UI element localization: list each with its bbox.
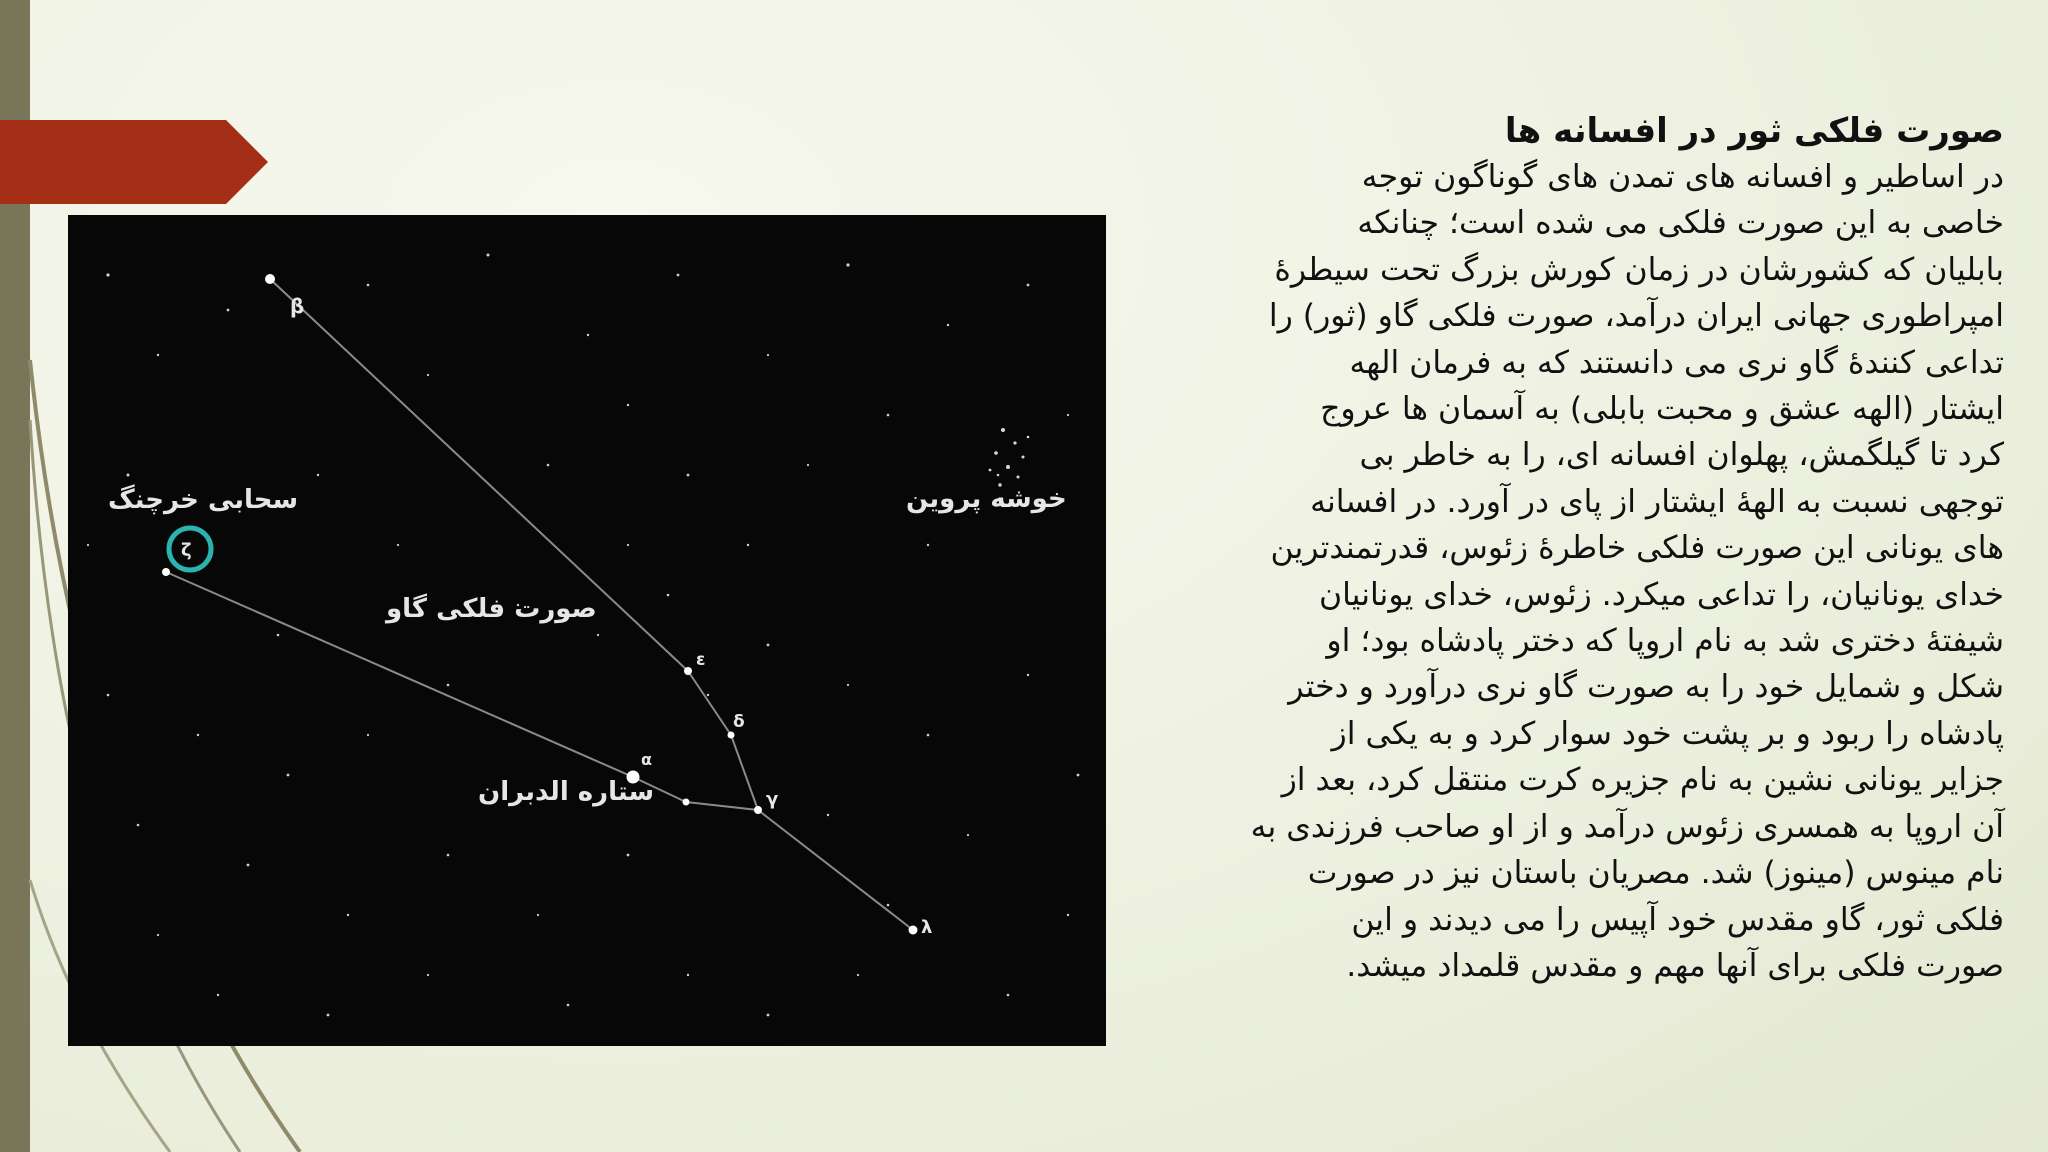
star-zeta xyxy=(162,568,170,576)
star-beta xyxy=(265,274,275,284)
background-stars xyxy=(87,254,1079,1017)
article-line: آن اروپا به همسری زئوس درآمد و از او صاحب فرزندی به xyxy=(1250,808,2004,845)
article-line: خدای یونانیان، را تداعی میکرد. زئوس، خدای یونانیان xyxy=(1318,576,2004,613)
article-line: فلکی ثور، گاو مقدس خود آپیس را می دیدند و این xyxy=(1351,901,2004,938)
article-line: ایشتار (الهه عشق و محبت بابلی) به آسمان ها عروج xyxy=(1320,391,2004,428)
title-accent-arrow xyxy=(0,120,268,204)
star-epsilon xyxy=(684,667,692,675)
article-line: های یونانی این صورت فلکی خاطرهٔ زئوس، قدرتمندترین xyxy=(1270,530,2004,567)
article-line: توجهی نسبت به الههٔ ایشتار از پای در آورد. در افسانه xyxy=(1310,483,2004,520)
star-map-canvas xyxy=(68,215,1106,1046)
article-line: در اساطیر و افسانه های تمدن های گوناگون توجه xyxy=(1361,159,2004,195)
article-line: شیفتهٔ دختری شد به نام اروپا که دختر پادشاه بود؛ او xyxy=(1326,623,2004,660)
greek-epsilon-label: ε xyxy=(696,650,706,670)
greek-alpha-label: α xyxy=(641,750,652,769)
article-line: صورت فلکی برای آنها مهم و مقدس قلمداد میشد. xyxy=(1346,947,2004,984)
article-line: جزایر یونانی نشین به نام جزیره کرت منتقل کرد، بعد از xyxy=(1281,762,2004,799)
article-line: پادشاه را ربود و بر پشت خود سوار کرد و به یکی از xyxy=(1331,715,2004,752)
article-line: کرد تا گیلگمش، پهلوان افسانه ای، را به خاطر بی xyxy=(1359,437,2004,474)
article-line: بابلیان که کشورشان در زمان کورش بزرگ تحت سیطرهٔ xyxy=(1274,251,2004,288)
article-line: تداعی کنندهٔ گاو نری می دانستند که به فرمان الهه xyxy=(1349,344,2004,381)
aldebaran-label: ستاره الدبران xyxy=(478,777,655,807)
article-text-block xyxy=(1122,108,2004,989)
greek-lambda-label: λ xyxy=(921,917,933,938)
star-delta xyxy=(728,732,735,739)
taurus-star-map xyxy=(68,215,1106,1046)
article-line: خاصی به این صورت فلکی می شده است؛ چنانکه xyxy=(1357,205,2004,242)
greek-delta-label: δ xyxy=(733,712,745,732)
greek-beta-label: β xyxy=(290,294,305,318)
taurus-label: صورت فلکی گاو xyxy=(386,594,597,624)
article-line: شکل و شمایل خود را به صورت گاو نری درآورد و دختر xyxy=(1288,669,2004,706)
article-title: صورت فلکی ثور در افسانه ها xyxy=(1504,111,2004,151)
pleiades-cluster xyxy=(989,428,1030,487)
star-theta xyxy=(683,799,690,806)
pleiades-label: خوشه پروین xyxy=(906,484,1067,514)
star-lambda xyxy=(909,926,918,935)
star-gamma xyxy=(754,806,762,814)
greek-gamma-label: γ xyxy=(766,789,779,810)
article-line: امپراطوری جهانی ایران درآمد، صورت فلکی گاو (ثور) را xyxy=(1268,298,2004,335)
greek-zeta-label: ζ xyxy=(181,540,192,561)
article-line: نام مینوس (مینوز) شد. مصریان باستان نیز در صورت xyxy=(1307,855,2004,892)
crab-nebula-label: سحابی خرچنگ xyxy=(108,485,299,515)
